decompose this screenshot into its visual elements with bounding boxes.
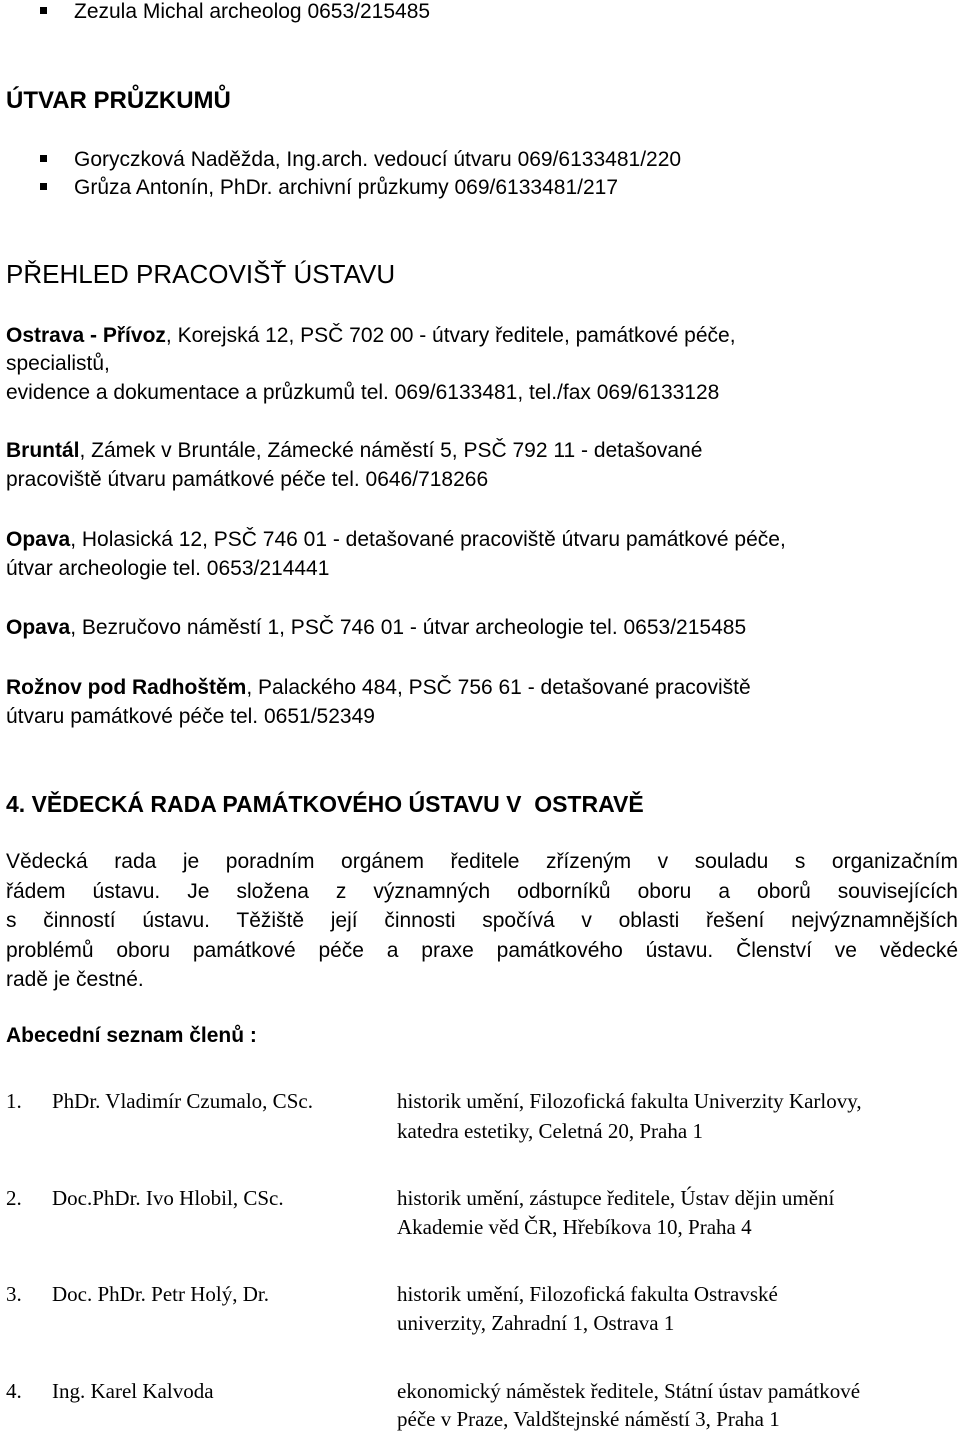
- list-item: [40, 146, 681, 174]
- member-description: katedra estetiky, Celetná 20, Praha 1: [397, 1119, 703, 1143]
- member-description: historik umění, Filozofická fakulta Univerzity Karlovy,: [397, 1089, 862, 1113]
- workplace-text: , Holasická 12, PSČ 746 01 - detašované pracoviště útvaru památkové péče,: [70, 528, 786, 551]
- workplace-text: , Korejská 12, PSČ 702 00 - útvary ředitele, památkové péče,: [165, 324, 736, 347]
- member-description: historik umění, zástupce ředitele, Ústav dějin umění: [397, 1186, 835, 1210]
- workplace-name: Opava: [6, 528, 71, 551]
- member-name: Ing. Karel Kalvoda: [52, 1379, 214, 1403]
- bullet-icon: [40, 7, 47, 14]
- workplace-text: , Bezručovo náměstí 1, PSČ 746 01 - útvar archeologie tel. 0653/215485: [70, 616, 747, 639]
- section-heading-council: 4. VĚDECKÁ RADA PAMÁTKOVÉHO ÚSTAVU V OSTRAVĚ: [6, 791, 644, 817]
- workplace-entry-line: [6, 526, 786, 554]
- workplace-entry-line: útvaru památkové péče tel. 0651/52349: [6, 705, 375, 728]
- member-description: Akademie věd ČR, Hřebíkova 10, Praha 4: [397, 1215, 752, 1239]
- workplace-entry-line: [6, 437, 702, 465]
- paragraph-line: Vědecká rada je poradním orgánem ředitele zřízeným v souladu s organizačním: [6, 850, 958, 873]
- list-item-text: Zezula Michal archeolog 0653/215485: [74, 0, 431, 23]
- workplace-entry-line: [6, 322, 736, 350]
- workplace-entry-line: evidence a dokumentace a průzkumů tel. 069/6133481, tel./fax 069/6133128: [6, 381, 720, 404]
- workplace-text: , Palackého 484, PSČ 756 61 - detašované pracoviště: [246, 676, 751, 699]
- member-name: PhDr. Vladimír Czumalo, CSc.: [52, 1089, 313, 1113]
- list-item: [40, 0, 430, 26]
- member-name: Doc. PhDr. Petr Holý, Dr.: [52, 1282, 269, 1306]
- member-number: 1.: [6, 1089, 22, 1113]
- member-description: historik umění, Filozofická fakulta Ostravské: [397, 1282, 778, 1306]
- workplace-name: Rožnov pod Radhoštěm: [6, 676, 247, 699]
- member-number: 4.: [6, 1379, 22, 1403]
- member-name: Doc.PhDr. Ivo Hlobil, CSc.: [52, 1186, 284, 1210]
- member-description: univerzity, Zahradní 1, Ostrava 1: [397, 1311, 675, 1335]
- bullet-icon: [40, 155, 47, 162]
- workplace-text: , Zámek v Bruntále, Zámecké náměstí 5, PSČ 792 11 - detašované: [79, 439, 703, 462]
- workplace-name: Opava: [6, 616, 71, 639]
- section-heading-workplaces: PŘEHLED PRACOVIŠŤ ÚSTAVU: [6, 259, 396, 289]
- section-heading-survey-unit: ÚTVAR PRŮZKUMŮ: [6, 87, 231, 114]
- council-paragraph: [6, 847, 958, 995]
- workplace-name: Bruntál: [6, 439, 80, 462]
- workplace-entry-line: útvar archeologie tel. 0653/214441: [6, 557, 330, 580]
- paragraph-line: radě je čestné.: [6, 968, 144, 991]
- paragraph-line: řádem ústavu. Je složena z významných odborníků oboru a oborů souvisejících: [6, 879, 958, 903]
- list-item-text: Grůza Antonín, PhDr. archivní průzkumy 069/6133481/217: [74, 176, 619, 199]
- member-description: péče v Praze, Valdštejnské náměstí 3, Praha 1: [397, 1407, 780, 1431]
- members-heading: Abecední seznam členů :: [6, 1024, 257, 1047]
- workplace-name: Ostrava - Přívoz: [6, 324, 166, 347]
- member-number: 2.: [6, 1186, 22, 1210]
- member-number: 3.: [6, 1282, 22, 1306]
- workplace-entry-line: pracoviště útvaru památkové péče tel. 0646/718266: [6, 468, 489, 491]
- paragraph-line: problémů oboru památkové péče a praxe památkového ústavu. Členství ve vědecké: [6, 938, 958, 962]
- list-item: [40, 174, 618, 202]
- bullet-icon: [40, 183, 47, 190]
- workplace-entry-line: [6, 674, 751, 702]
- paragraph-line: s činností ústavu. Těžiště její činnosti spočívá v oblasti řešení nejvýznamnějších: [6, 909, 958, 932]
- member-description: ekonomický náměstek ředitele, Státní ústav památkové: [397, 1379, 861, 1403]
- workplace-entry-line: specialistů,: [6, 352, 110, 375]
- list-item-text: Goryczková Naděžda, Ing.arch. vedoucí útvaru 069/6133481/220: [74, 148, 682, 171]
- workplace-entry-line: [6, 614, 746, 642]
